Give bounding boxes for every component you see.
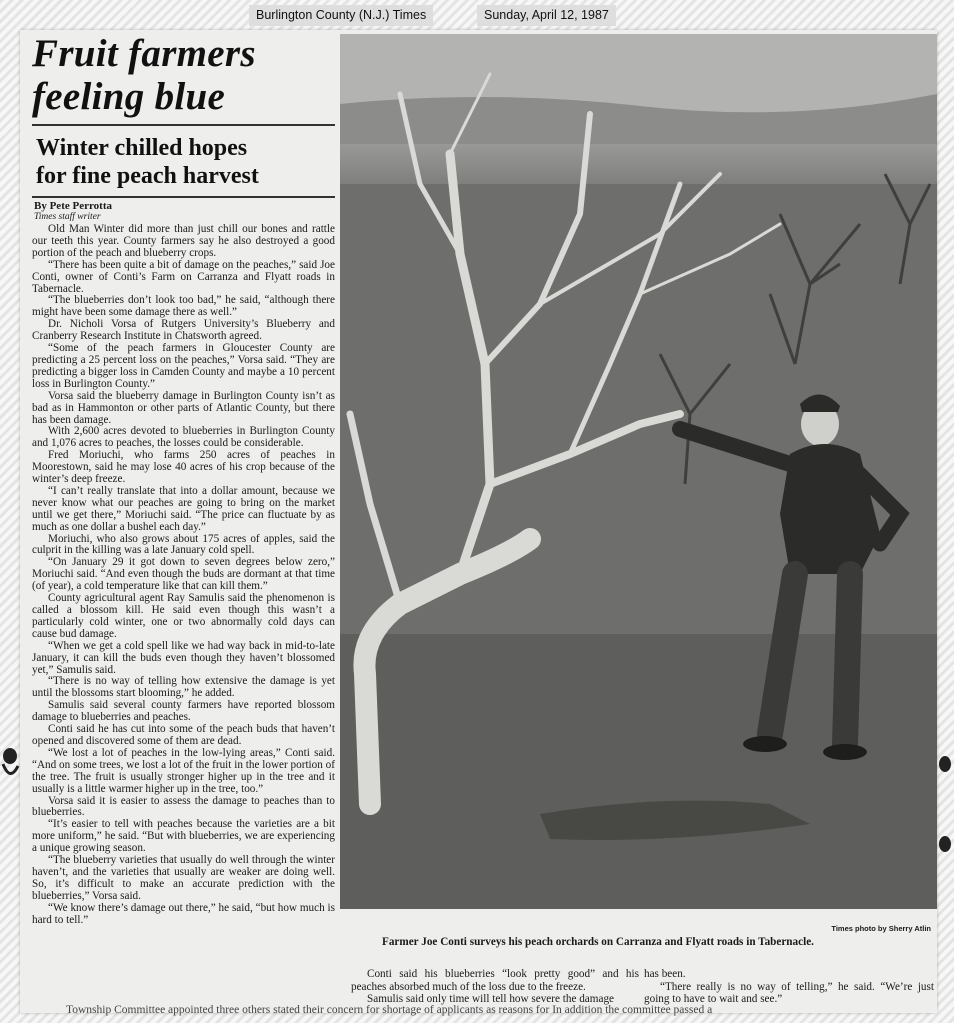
- paragraph: Conti said his blueberries “look pretty good” and his peaches absorbed much of the loss due to the freeze.: [351, 968, 639, 993]
- byline-role: Times staff writer: [34, 212, 101, 222]
- subheadline-line: Winter chilled hopes: [36, 135, 248, 161]
- article-body: [32, 224, 335, 926]
- paragraph: has been.: [644, 968, 686, 980]
- paragraph: Samulis said only time will tell how severe the damage: [367, 993, 615, 1005]
- paragraph: Conti said he has cut into some of the peach buds that haven’t opened and discovered some of them are dead.: [32, 723, 335, 747]
- photo-caption: Farmer Joe Conti surveys his peach orchards on Carranza and Flyatt roads in Tabernacle.: [382, 936, 814, 948]
- divider: [32, 196, 335, 198]
- orchard-photo: [340, 34, 937, 909]
- paragraph: With 2,600 acres devoted to blueberries in Burlington County and 1,076 acres to peaches, the losses could be considerable.: [32, 425, 335, 450]
- paragraph: “It’s easier to tell with peaches because the varieties are a bit more uniform,” he said. “But with blueberries, we are experiencing a unique growing season.: [32, 818, 335, 855]
- paragraph: “On January 29 it got down to seven degrees below zero,” Moriuchi said. “And even though the buds are dormant at that time (of year), a cold temperature like that can kill them.”: [32, 556, 335, 593]
- headline-line: Fruit farmers: [32, 32, 256, 75]
- headline-line: feeling blue: [32, 75, 226, 118]
- paragraph: “There has been quite a bit of damage on the peaches,” said Joe Conti, owner of Conti’s Farm on Carranza and Flyatt roads in Tabernacle.: [32, 258, 335, 295]
- photo-credit: Times photo by Sherry Atlin: [831, 924, 931, 933]
- paragraph: “We know there’s damage out there,” he said, “but how much is hard to tell.”: [32, 901, 335, 926]
- paragraph: “We lost a lot of peaches in the low-lying areas,” Conti said. “And on some trees, we lost a lot of the fruit in the lower portion of the tree. The fruit is usually stronger higher up in the tree and it usually is a little warmer higher up in the tree, too.”: [32, 746, 335, 795]
- paragraph: Dr. Nicholi Vorsa of Rutgers University’s Blueberry and Cranberry Research Institute in Chatsworth agreed.: [32, 318, 335, 343]
- article-continuation-column: [644, 968, 934, 1006]
- paragraph: Old Man Winter did more than just chill our bones and rattle our teeth this year. County farmers say he also destroyed a good portion of the peach and blueberry crops.: [32, 223, 335, 259]
- paragraph: “When we get a cold spell like we had way back in mid-to-late January, it can kill the buds even though they haven’t blossomed yet,” Samulis said.: [32, 639, 335, 676]
- newspaper-clipping: [20, 30, 937, 1013]
- article-continuation-column: [351, 968, 639, 1006]
- paragraph: “I can’t really translate that into a dollar amount, because we never know what our peaches are going to bring on the market until we get there,” Moriuchi said. “The price can fluctuate by as much as one dollar a bushel each day.”: [32, 484, 335, 533]
- binder-ring-icon: [0, 742, 20, 782]
- subheadline: [36, 134, 335, 190]
- paragraph: Vorsa said it is easier to assess the damage to peaches than to blueberries.: [32, 794, 335, 819]
- cut-off-adjacent-article-text: Township Committee appointed three others stated their concern for shortage of applicants as reasons for In addition the committee passed a: [66, 1004, 713, 1016]
- divider: [32, 124, 335, 126]
- binder-ring-icon: [936, 832, 954, 872]
- newspaper-name-label: Burlington County (N.J.) Times: [249, 5, 433, 26]
- paragraph: Moriuchi, who also grows about 175 acres of apples, said the culprit in the killing was a late January cold spell.: [32, 532, 335, 557]
- paragraph: “The blueberries don’t look too bad,” he said, “although there might have been some damage there as well.”: [32, 294, 335, 319]
- article-column: [32, 30, 335, 975]
- paragraph: “The blueberry varieties that usually do well through the winter haven’t, and the varieties that usually are weaker are doing well. So, it’s difficult to make an accurate prediction with the blueberries,” Vorsa said.: [32, 854, 335, 902]
- photo-illustration: [340, 34, 937, 909]
- paragraph: Vorsa said the blueberry damage in Burlington County isn’t as bad as in Hammonton or other parts of Atlantic County, but there has been damage.: [32, 389, 335, 426]
- paragraph: Fred Moriuchi, who farms 250 acres of peaches in Moorestown, said he may lose 40 acres of his crop because of the winter’s deep freeze.: [32, 449, 335, 486]
- byline: By Pete Perrotta: [34, 200, 112, 212]
- headline: [32, 30, 335, 118]
- paragraph: “There really is no way of telling,” he said. “We’re just going to have to wait and see.”: [644, 980, 934, 1005]
- paragraph: “Some of the peach farmers in Gloucester County are predicting a 25 percent loss on the peaches,” Vorsa said. “They are predicting a bigger loss in Camden County and maybe a 10 percent loss in Burlington County.”: [32, 342, 335, 390]
- paragraph: “There is no way of telling how extensive the damage is yet until the blossoms start blooming,” he added.: [32, 675, 335, 700]
- publication-date-label: Sunday, April 12, 1987: [477, 5, 616, 26]
- binder-ring-icon: [936, 752, 954, 792]
- subheadline-line: for fine peach harvest: [36, 163, 259, 189]
- paragraph: Samulis said several county farmers have reported blossom damage to blueberries and peaches.: [32, 699, 335, 724]
- paragraph: County agricultural agent Ray Samulis said the phenomenon is called a blossom kill. He said even though this wasn’t a particularly cold winter, one or two abnormally cold days can cause bud damage.: [32, 592, 335, 640]
